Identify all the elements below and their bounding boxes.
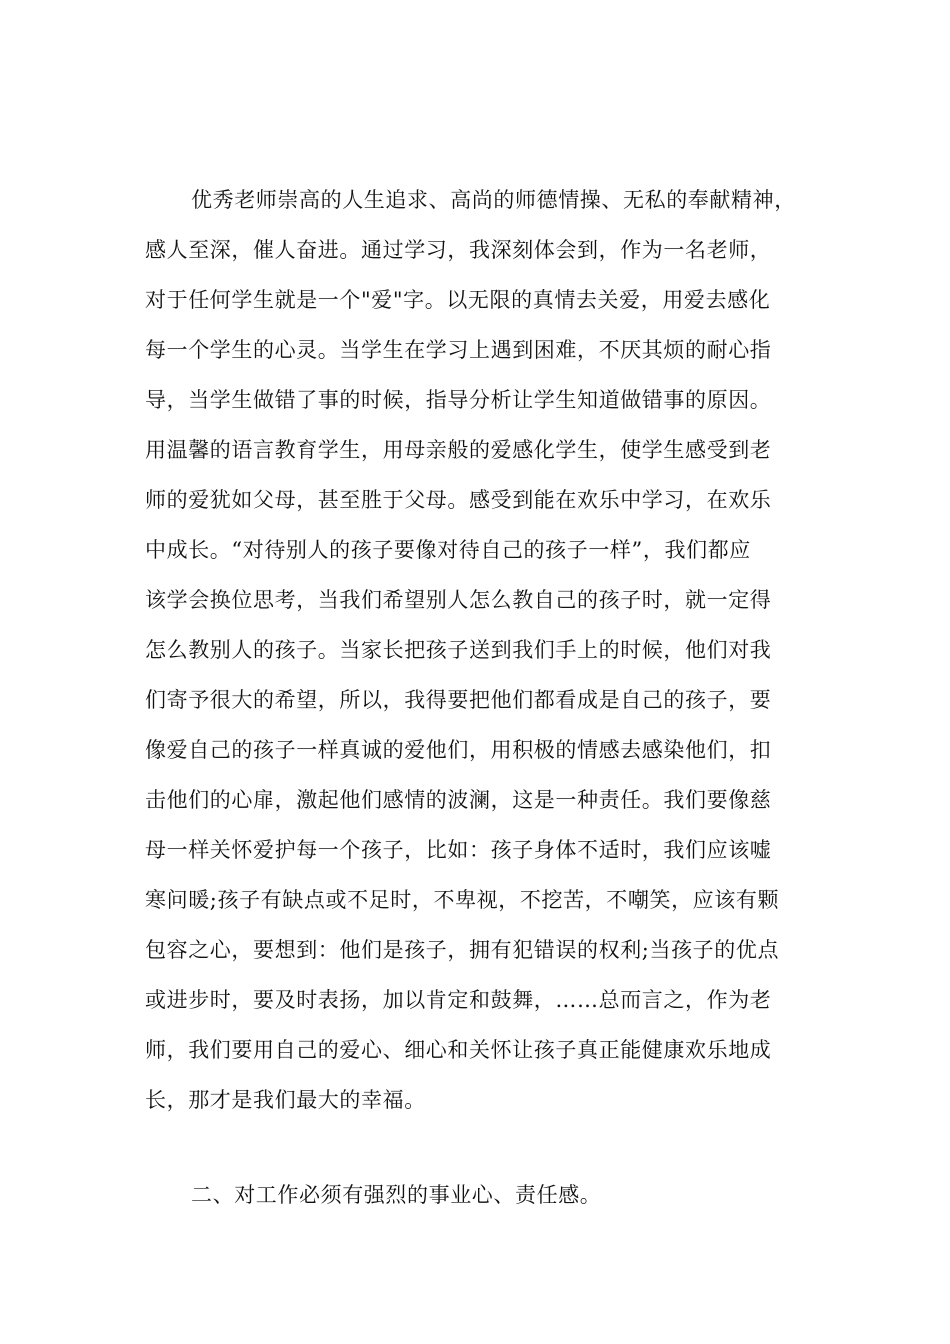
paragraph-line: 优秀老师崇高的人生追求、高尚的师德情操、无私的奉献精神， xyxy=(191,188,796,212)
paragraph-line: 师的爱犹如父母，甚至胜于父母。感受到能在欢乐中学习，在欢乐 xyxy=(145,488,772,512)
paragraph-line: 该学会换位思考，当我们希望别人怎么教自己的孩子时，就一定得 xyxy=(145,588,772,612)
paragraph-love-for-students xyxy=(145,175,810,1125)
paragraph-line: 中成长。“对待别人的孩子要像对待自己的孩子一样”，我们都应 xyxy=(145,538,751,562)
paragraph-line: 对于任何学生就是一个"爱"字。以无限的真情去关爱，用爱去感化 xyxy=(145,288,771,312)
paragraph-line: 师，我们要用自己的爱心、细心和关怀让孩子真正能健康欢乐地成 xyxy=(145,1038,772,1062)
paragraph-line: 导，当学生做错了事的时候，指导分析让学生知道做错事的原因。 xyxy=(145,388,772,412)
paragraph-line: 怎么教别人的孩子。当家长把孩子送到我们手上的时候，他们对我 xyxy=(145,638,772,662)
paragraph-line: 母一样关怀爱护每一个孩子，比如：孩子身体不适时，我们应该嘘 xyxy=(145,838,772,862)
section-heading xyxy=(145,1170,810,1220)
paragraph-line: 用温馨的语言教育学生，用母亲般的爱感化学生，使学生感受到老 xyxy=(145,438,772,462)
paragraph-line: 每一个学生的心灵。当学生在学习上遇到困难，不厌其烦的耐心指 xyxy=(145,338,772,362)
paragraph-line: 像爱自己的孩子一样真诚的爱他们，用积极的情感去感染他们，扣 xyxy=(145,738,772,762)
paragraph-line: 长，那才是我们最大的幸福。 xyxy=(145,1088,426,1112)
paragraph-line: 们寄予很大的希望，所以，我得要把他们都看成是自己的孩子，要 xyxy=(145,688,772,712)
paragraph-line: 寒问暖;孩子有缺点或不足时，不卑视，不挖苦，不嘲笑，应该有颗 xyxy=(145,888,780,912)
paragraph-line: 或进步时，要及时表扬，加以肯定和鼓舞，……总而言之，作为老 xyxy=(145,988,772,1012)
paragraph-line: 击他们的心扉，激起他们感情的波澜，这是一种责任。我们要像慈 xyxy=(145,788,772,812)
section-heading-text: 二、对工作必须有强烈的事业心、责任感。 xyxy=(191,1183,602,1207)
paragraph-line: 感人至深，催人奋进。通过学习，我深刻体会到，作为一名老师， xyxy=(145,238,772,262)
paragraph-line: 包容之心，要想到：他们是孩子，拥有犯错误的权利;当孩子的优点 xyxy=(145,938,780,962)
